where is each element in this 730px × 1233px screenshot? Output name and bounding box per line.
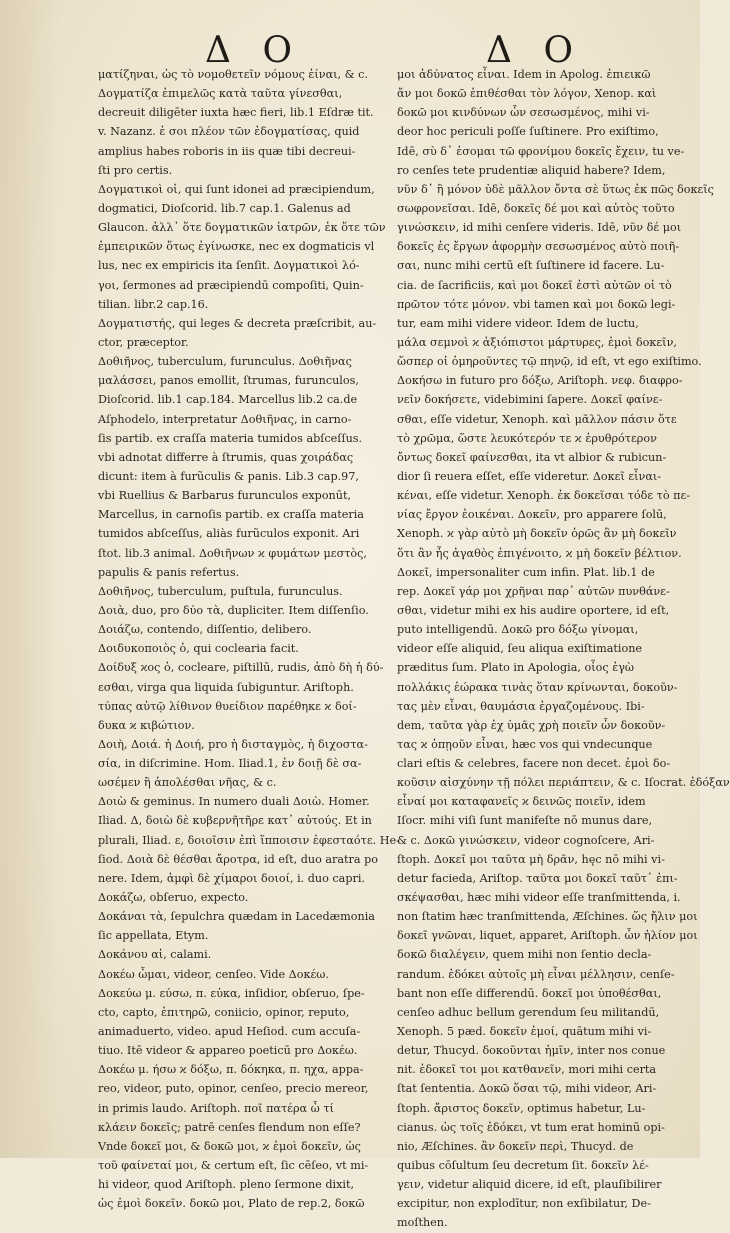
text-line: ſis partib. ex craſſa materia tumidos abſceſſus. <box>98 431 363 445</box>
text-line: γειν, videtur aliquid dicere, id eſt, plauſibilirer <box>397 1178 662 1192</box>
text-line: τοῦ φαίνεταί μοι, & certum eſt, ſic cēſeo, vt mi- <box>98 1159 369 1173</box>
text-line: ſtot. lib.3 animal. Δοθιῆνων ϰ φυμάτων μεστὸς, <box>98 546 367 560</box>
text-line: ὥσπερ οἱ ὁμηροῦντες τῷ πηνῷ, id eſt, vt ego exiſtimo. <box>397 355 702 369</box>
text-line: & c. Δοκῶ γινώσκειν, videor cognoſcere, Ari- <box>397 833 655 847</box>
text-line: μοι ἀδύνατος εἶναι. Idem in Apolog. ἐπιεικῶ <box>397 68 651 81</box>
text-line: detur, Thucyd. δοκοῦνται ἡμῖν, inter nos conue <box>397 1044 666 1058</box>
text-line: videor eſſe aliquid, ſeu aliqua exiſtimatione <box>397 642 643 656</box>
text-line: hi videor, quod Ariſtoph. pleno ſermone dixit, <box>98 1178 355 1192</box>
text-line: Δοκάνου αἱ, calami. <box>98 948 212 962</box>
running-head-right: Δ Ο <box>486 30 583 71</box>
text-line: δοκῶ μοι κινδύνων ὧν σεσωσμένος, mihi vi- <box>397 106 650 120</box>
page-shadow <box>0 0 60 1158</box>
text-line: ἄν μοι δοκῶ ἐπιθέσθαι τὸν λόγον, Xenop. καὶ <box>397 87 657 101</box>
text-line: papulis & panis refertus. <box>98 565 240 579</box>
text-line: Glaucon. ἀλλ᾽ ὅτε δογματικῶν ἰατρῶν, ἐκ ὅτε τῶν <box>98 221 386 235</box>
text-line: κέναι, eſſe videtur. Xenoph. ἐκ δοκεῖσαι τόδε τὸ πε- <box>397 489 691 503</box>
text-line: σκέψασθαι, hæc mihi videor eſſe tranſmittenda, i. <box>397 891 681 905</box>
text-line: μάλα σεμνοὶ ϰ ἀξιόπιστοι μάρτυρες, ἐμοὶ δοκεῖν, <box>397 335 677 349</box>
text-line: dem, ταῦτα γὰρ ἐχ ὑμᾶς χρὴ ποιεῖν ὧν δοκοῦν- <box>397 718 666 732</box>
text-line: γοι, ſermones ad præcipiendū compoſiti, Quin- <box>98 278 364 292</box>
text-line: randum. ἐδόκει αὐτοῖς μὴ εἶναι μέλλησιν, cenſe- <box>397 967 675 981</box>
text-line: puto intelligendū. Δοκῶ pro δόξω γίνομαι, <box>397 623 639 637</box>
text-line: δοκῶ διαλέγειν, quem mihi non ſentio decla- <box>397 948 652 962</box>
text-line: μαλάσσει, panos emollit, ſtrumas, furunculos, <box>98 374 359 388</box>
text-line: Δογματικοὶ οἱ, qui ſunt idonei ad præcipiendum, <box>98 182 375 196</box>
text-line: rep. Δοκεῖ γάρ μοι χρῆναι παρ᾽ αὐτῶν πυνθάνε- <box>397 584 670 598</box>
text-line: νῦν δ᾽ ἢ μόνον ὑδὲ μᾶλλον ὄντα σὲ ὕτως ἐκ πῶς δοκεῖς <box>397 182 714 196</box>
text-line: Δοιὼ & geminus. In numero duali Δοιὼ. Homer. <box>98 795 370 809</box>
text-line: dicunt: item à furũculis & panis. Lib.3 cap.97, <box>98 469 359 483</box>
text-line: γινώσκειν, id mihi cenſere videris. Idē, νῦν δέ μοι <box>397 221 682 235</box>
text-line: Δοιὰ, duo, pro δύο τὰ, dupliciter. Item diſſenſio. <box>98 603 369 617</box>
text-line: Δοιδυκοποιὸς ὁ, qui coclearia facit. <box>98 642 299 656</box>
text-line: ſic appellata, Etym. <box>98 929 209 943</box>
text-line: lus, nec ex empiricis ita ſenſit. Δογματικοὶ λό- <box>98 259 360 273</box>
text-line: nit. ἐδοκεῖ τοι μοι κατθανεῖν, mori mihi certa <box>397 1063 657 1077</box>
text-line: κλάειν δοκεῖς; patrē cenſes flendum non eſſe? <box>98 1120 361 1134</box>
text-line: reo, videor, puto, opinor, cenſeo, precio mereor, <box>98 1082 369 1096</box>
text-line: πολλάκις ἑώρακα τινὰς ὅταν κρίνωνται, δοκοῦν- <box>397 680 678 694</box>
text-line: ὡς ἐμοὶ δοκεῖν. δοκῶ μοι, Plato de rep.2, δοκῶ <box>98 1197 365 1211</box>
text-line: vbi adnotat differre à ſtrumis, quas χοιράδας <box>98 450 354 464</box>
text-line: σωφρονεῖσαι. Idē, δοκεῖς δέ μοι καὶ αὐτὸς τοῦτο <box>397 201 675 215</box>
text-line: Δογματίζα ἐπιμελῶς κατὰ ταῦτα γίνεσθαι, <box>98 87 343 101</box>
text-line: Iſocr. mihi viſi ſunt manifeſte nō munus dare, <box>397 814 653 828</box>
text-line: Δογματιστής, qui leges & decreta præſcribit, au- <box>98 316 377 330</box>
text-line: ſiod. Δοιὰ δὲ θέσθαι ἄροτρα, id eſt, duo aratra po <box>98 852 379 866</box>
text-line: τας ϰ ὁπῃοῦν εἶναι, hæc vos qui vndecunque <box>397 737 653 751</box>
text-line: νίας ἔργον ἐοικέναι. Δοκεῖν, pro apparere ſolū, <box>397 508 667 522</box>
text-line: Marcellus, in carnoſis partib. ex craſſa materia <box>98 508 364 522</box>
text-line: Dioſcorid. lib.1 cap.184. Marcellus lib.2 ca.de <box>98 393 358 407</box>
text-line: Xenoph. ϰ γὰρ αὐτὸ μὴ δοκεῖν ὁρῶς ἂν μὴ δοκεῖν <box>397 527 677 541</box>
text-line: ro cenſes tete prudentiæ aliquid habere? Idem, <box>397 163 666 177</box>
running-head-left: Δ Ο <box>205 30 302 71</box>
text-line: δοκεῖς ἐς ἔργων ἀφορμὴν σεσωσμένος αὐτὸ ποιῆ- <box>397 240 680 254</box>
text-line: moſthen. <box>397 1216 448 1230</box>
text-line: excipitur, non explodītur, non exſibilatur, De- <box>397 1197 651 1211</box>
text-line: εσθαι, virga qua liquida ſubiguntur. Ariſtoph. <box>98 680 354 694</box>
text-line: v. Nazanz. ἐ σοι πλέον τῶν ἐδογματίσας, quid <box>98 125 360 139</box>
column-left <box>98 65 400 1213</box>
text-line: εἶναί μοι καταφανεῖς ϰ δεινῶς ποιεῖν, idem <box>397 795 646 809</box>
text-line: πρῶτον τότε μόνον. vbi tamen καὶ μοι δοκῶ legi- <box>397 297 676 311</box>
text-line: vbi Ruellius & Barbarus furunculos exponūt, <box>98 489 352 503</box>
text-line: tiuo. Itē videor & appareo poeticū pro Δοκέω. <box>98 1044 358 1058</box>
text-line: ſtat ſententia. Δοκῶ ὅσαι τῷ, mihi videor, Ari- <box>397 1082 657 1096</box>
text-line: Δοκήσω in futuro pro δόξω, Ariſtoph. νεφ. διαφρο- <box>397 374 683 388</box>
text-line: Vnde δοκεῖ μοι, & δοκῶ μοι, ϰ ἐμοὶ δοκεῖν, ὡς <box>98 1139 361 1153</box>
text-line: σθαι, eſſe videtur, Xenoph. καὶ μᾶλλον πάσιν ὅτε <box>397 412 677 426</box>
text-line: quibus cōſultum ſeu decretum ſit. δοκεῖν λέ- <box>397 1159 649 1173</box>
text-line: τύπας αὐτῷ λίθινον θυείδιον παρέθηκε ϰ δοί- <box>98 699 357 713</box>
text-line: ſtoph. Δοκεῖ μοι ταῦτα μὴ δρᾶν, hęc nō mihi vi- <box>397 852 665 866</box>
text-line: bant non eſſe differendū. δοκεῖ μοι ὑποθέσθαι, <box>397 986 662 1000</box>
text-line: τας μὲν εἶναι, θαυμάσια ἐργαζομένους. Ibi- <box>397 699 645 713</box>
column-right <box>397 65 730 1233</box>
text-line: tumidos abſceſſus, aliàs furũculos exponit. Ari <box>98 527 360 541</box>
text-line: Aſphodelo, interpretatur Δοθιῆνας, in carno- <box>98 412 352 426</box>
text-line: non ſtatim hæc tranſmittenda, Æſchines. ὥς ἤλιν μοι <box>397 910 698 924</box>
text-line: ὅτι ἂν ἦς ἀγαθὸς ἐπιγένοιτο, ϰ μὴ δοκεῖν βέλτιον. <box>397 546 682 560</box>
text-line: dogmatici, Dioſcorid. lib.7 cap.1. Galenus ad <box>98 201 351 215</box>
text-line: præditus ſum. Plato in Apologia, οἷος ἐγὼ <box>397 661 635 675</box>
text-line: detur facieda, Ariſtop. ταῦτα μοι δοκεῖ ταῦτ᾽ ἐπι- <box>397 871 678 885</box>
text-line: Δοκεῖ, impersonaliter cum infin. Plat. lib.1 de <box>397 565 655 579</box>
text-line: dior ſi reuera eſſet, eſſe videretur. Δοκεῖ εἶναι- <box>397 469 662 483</box>
text-line: Δοκεύω μ. εύσω, π. εὐκα, inſidior, obſeruo, ſpe- <box>98 986 365 1000</box>
text-line: tur, eam mihi videre videor. Idem de luctu, <box>397 316 639 330</box>
text-line: tilian. libr.2 cap.16. <box>98 297 209 311</box>
text-line: Idē, σὺ δ᾽ ἐσομαι τῶ φρονίμου δοκεῖς ἔχειν, tu ve- <box>397 144 685 158</box>
text-line: τὸ χρῶμα, ὥστε λευκότερόν τε ϰ ἐρυθρότερον <box>397 431 657 445</box>
text-line: ſti pro certis. <box>98 163 173 177</box>
text-line: nere. Idem, ἀμφὶ δὲ χίμαροι δοιοί, i. duo capri. <box>98 871 365 885</box>
text-line: Δοκέω μ. ήσω ϰ δόξω, π. δόκηκα, π. ηχα, appa- <box>98 1063 364 1077</box>
text-line: amplius habes roboris in iis quæ tibi decreui- <box>98 144 356 158</box>
text-line: clari eſtis & celebres, facere non decet. ἐμοὶ δο- <box>397 757 671 771</box>
text-line: δοκεῖ γνῶναι, liquet, apparet, Ariſtoph. ὧν ἡλίον μοι <box>397 929 698 943</box>
text-line: δυκα ϰ κιβώτιον. <box>98 718 195 732</box>
text-line: ὄντως δοκεῖ φαίνεσθαι, ita vt albior & rubicun- <box>397 450 667 464</box>
text-line: cto, capto, ἐπιτηρῶ, coniicio, opinor, reputo, <box>98 1005 350 1019</box>
text-line: Δοκέω ὦμαι, videor, cenſeo. Vide Δοκέω. <box>98 967 329 981</box>
text-line: animaduerto, video. apud Heſiod. cum accuſa- <box>98 1025 361 1039</box>
text-line: deor hoc periculi poſſe ſuſtinere. Pro exiſtimo, <box>397 125 659 139</box>
text-line: plurali, Iliad. ε, δοιοῖσιν ἐπὶ ἵπποισιν ἐφεσταότε. He- <box>98 833 400 847</box>
text-line: in primis laudo. Ariſtoph. ποῖ πατέρα ὧ τί <box>98 1101 334 1115</box>
text-line: σία, in diſcrimine. Hom. Iliad.1, ἐν δοιῇ δὲ σα- <box>98 757 362 771</box>
text-line: cenſeo adhuc bellum gerendum ſeu militandū, <box>397 1005 660 1019</box>
text-line: Δοίδυξ ϰος ὁ, cocleare, piſtillū, rudis, ἀπὸ δὴ ἡ δύ- <box>98 661 384 675</box>
text-line: ἐμπειρικῶν ὅτως ἐγίνωσκε, nec ex dogmaticis vl <box>98 240 375 254</box>
text-line: Δοθιῆνος, tuberculum, furunculus. Δοθιῆνας <box>98 355 352 369</box>
text-line: κοῦσιν αἰσχύνην τῇ πόλει περιάπτειν, & c. Iſocrat. ἐδόξαν <box>397 776 730 790</box>
text-line: decreuit diligēter iuxta hæc fieri, lib.1 Eſdræ tit. <box>98 106 374 120</box>
text-line: Iliad. Δ, δοιὼ δὲ κυβερνῆτῆρε κατ᾽ αὐτούς. Et in <box>98 814 372 828</box>
text-line: Δοκάναι τὰ, ſepulchra quædam in Lacedæmonia <box>98 910 375 924</box>
text-line: νεῖν δοκήσετε, videbimini ſapere. Δοκεῖ φαίνε- <box>397 393 663 407</box>
text-line: cianus. ὡς τοῖς ἐδόκει, vt tum erat hominū opi- <box>397 1120 665 1134</box>
text-line: ωσέμεν ἢ ἀπολέσθαι νῆας, & c. <box>98 776 277 790</box>
text-line: ctor, præceptor. <box>98 335 189 349</box>
text-line: ſtoph. ἄριστος δοκεῖν, optimus habetur, Lu- <box>397 1101 646 1115</box>
text-line: σθαι, videtur mihi ex his audire oportere, id eſt, <box>397 603 670 617</box>
text-line: cia. de ſacrificiis, καὶ μοι δοκεῖ ἐστὶ αὐτῶν οἱ τὸ <box>397 278 672 292</box>
text-line: Δοιάζω, contendo, diſſentio, delibero. <box>98 623 312 637</box>
text-line: Δοιὴ, Δοιά. ἡ Δοιή, pro ἡ δισταγμὸς, ἡ διχοστα- <box>98 737 368 751</box>
text-line: Xenoph. 5 pæd. δοκεῖν ἐμοί, quātum mihi vi- <box>397 1025 652 1039</box>
text-line: σαι, nunc mihi certū eſt ſuſtinere id facere. Lu- <box>397 259 665 273</box>
text-line: nio, Æſchines. ἂν δοκεῖν περὶ, Thucyd. de <box>397 1139 634 1153</box>
text-line: Δοκάζω, obſeruo, expecto. <box>98 891 249 905</box>
text-line: ματίζηναι, ὡς τὸ νομοθετεῖν νόμους ἐίναι, & c. <box>98 68 368 81</box>
text-line: Δοθιῆνος, tuberculum, puſtula, furunculus. <box>98 584 343 598</box>
